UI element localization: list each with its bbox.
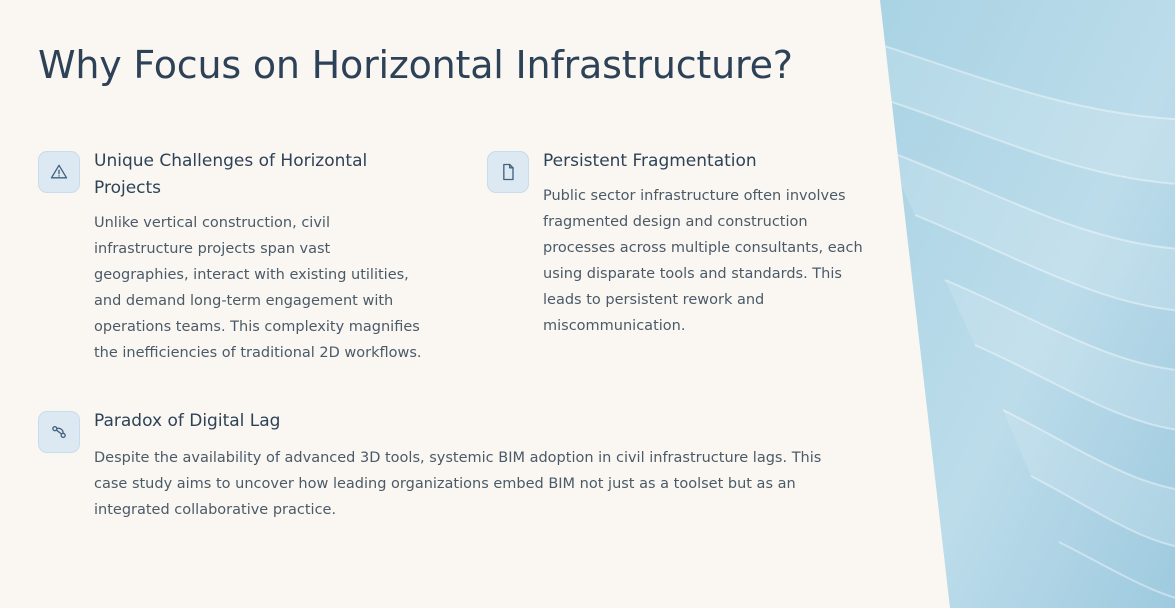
- network-node-icon: [38, 411, 80, 453]
- card-paradox-digital-lag: [38, 408, 888, 523]
- document-file-icon: [487, 151, 529, 193]
- card-body: [94, 408, 888, 523]
- card-persistent-fragmentation: [487, 148, 872, 339]
- card-body: [543, 148, 872, 339]
- card-row-top: [38, 148, 888, 366]
- warning-triangle-icon: [38, 151, 80, 193]
- card-body: [94, 148, 423, 366]
- card-unique-challenges: [38, 148, 423, 366]
- page-title: Why Focus on Horizontal Infrastructure?: [38, 43, 793, 88]
- card-text: Public sector infrastructure often involves fragmented design and construction processes across multiple consultants, each using disparate tools and standards. This leads to persistent rework and miscommunication.: [543, 188, 863, 334]
- card-title: Persistent Fragmentation: [543, 151, 757, 171]
- card-text: Unlike vertical construction, civil infrastructure projects span vast geographies, interact with existing utilities, and demand long-term engagement with operations teams. This complexity magnifies the inefficiencies of traditional 2D workflows.: [94, 215, 422, 361]
- card-title: Paradox of Digital Lag: [94, 411, 281, 431]
- card-list: [38, 148, 888, 523]
- card-text: Despite the availability of advanced 3D tools, systemic BIM adoption in civil infrastructure lags. This case study aims to uncover how leading organizations embed BIM not just as a toolset but as an integrated collaborative practice.: [94, 450, 822, 518]
- card-title: Unique Challenges of Horizontal Projects: [94, 151, 368, 198]
